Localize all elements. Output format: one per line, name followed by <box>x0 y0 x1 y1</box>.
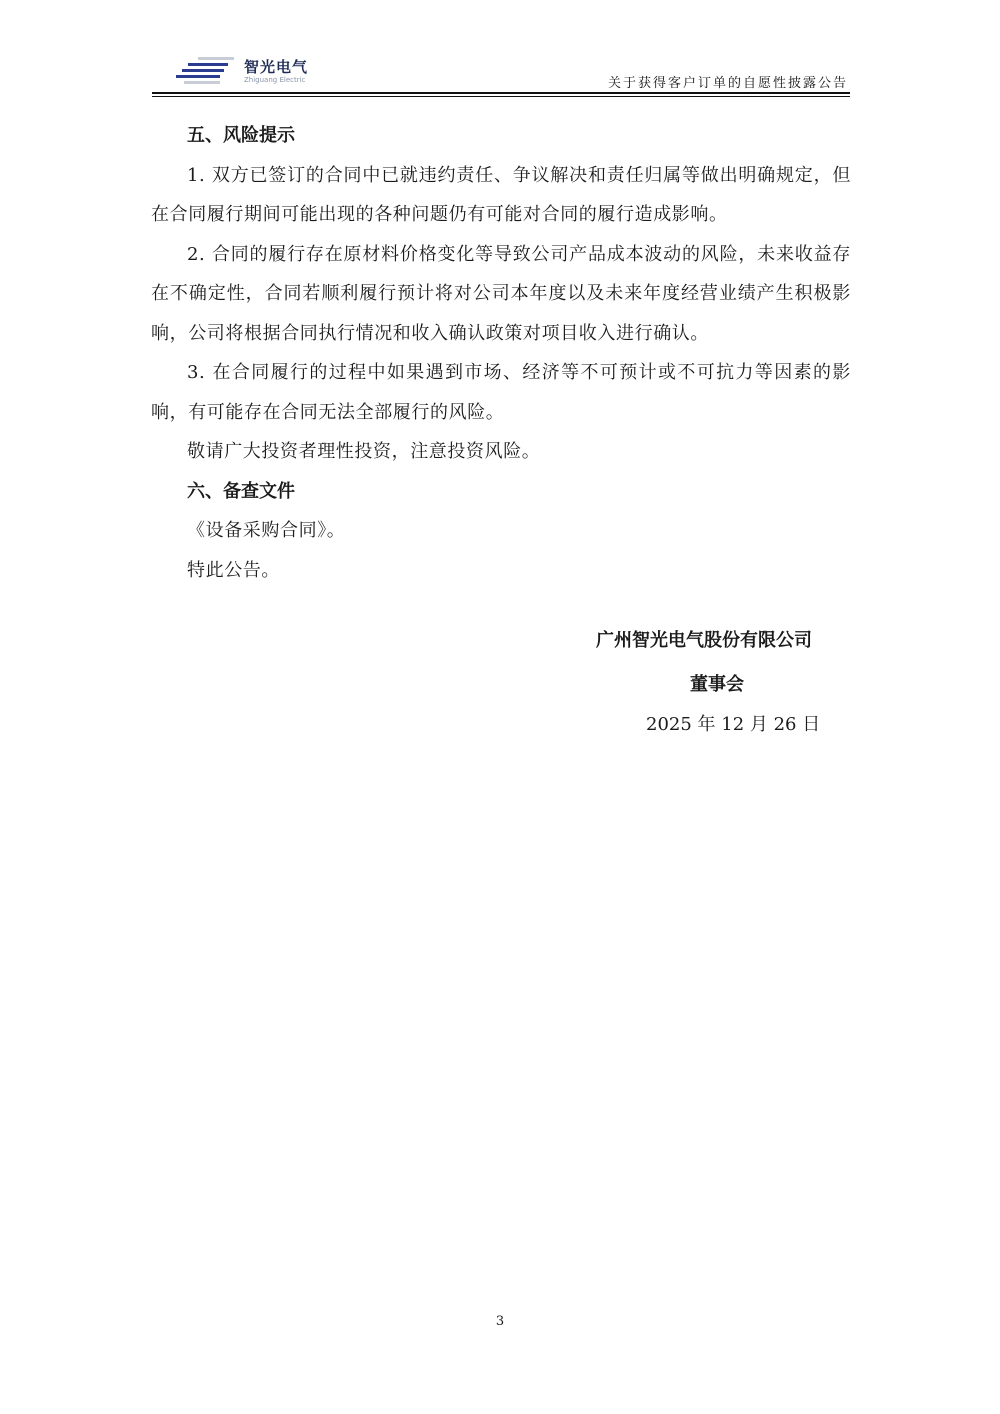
header-rule-thick <box>152 92 850 94</box>
header-title: 关于获得客户订单的自愿性披露公告 <box>607 76 848 91</box>
closing-statement: 特此公告。 <box>187 559 280 581</box>
section-heading-risk: 五、风险提示 <box>187 125 295 146</box>
company-logo <box>174 54 334 88</box>
risk-paragraph-3: 3. 在合同履行的过程中如果遇到市场、经济等不可预计或不可抗力等因素的影响，有可能存在合同无法全部履行的风险。 <box>151 362 851 423</box>
signature-date: 2025 年 12 月 26 日 <box>646 714 821 735</box>
document-body <box>151 116 851 590</box>
signature-board: 董事会 <box>690 674 744 695</box>
header-rule-thin <box>152 96 850 97</box>
risk-paragraph-2: 2. 合同的履行存在原材料价格变化等导致公司产品成本波动的风险，未来收益存在不确定性，合同若顺利履行预计将对公司本年度以及未来年度经营业绩产生积极影响，公司将根据合同执行情况和收入确认政策对项目收入进行确认。 <box>151 243 851 344</box>
section-heading-documents: 六、备查文件 <box>187 480 295 502</box>
logo-english-text: Zhiguang Electric <box>244 76 306 84</box>
logo-chinese-text: 智光电气 <box>244 58 309 76</box>
logo-stripes-icon <box>174 54 244 88</box>
page-header <box>152 48 850 98</box>
risk-notice: 敬请广大投资者理性投资，注意投资风险。 <box>187 441 541 462</box>
signature-company: 广州智光电气股份有限公司 <box>596 630 812 651</box>
reference-document: 《设备采购合同》。 <box>187 520 346 541</box>
risk-paragraph-1: 1. 双方已签订的合同中已就违约责任、争议解决和责任归属等做出明确规定，但在合同履行期间可能出现的各种问题仍有可能对合同的履行造成影响。 <box>151 164 851 225</box>
page-number: 3 <box>495 1314 505 1329</box>
